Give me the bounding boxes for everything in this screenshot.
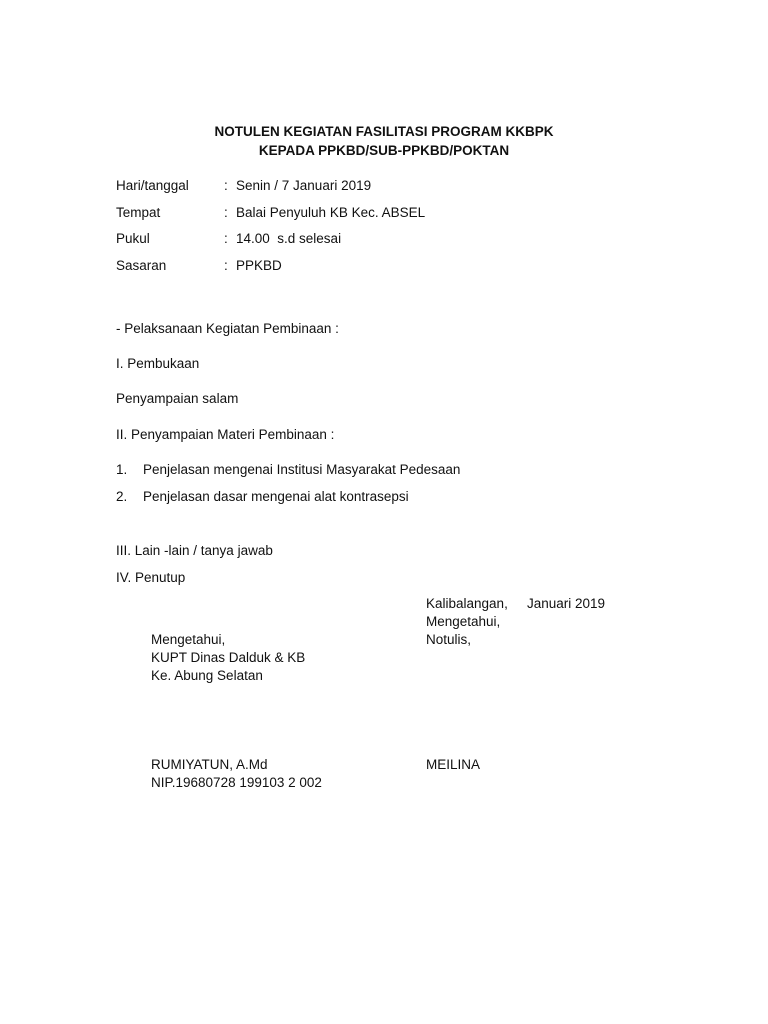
list-item-number: 1. bbox=[116, 462, 128, 477]
info-label-pukul: Pukul bbox=[116, 231, 150, 246]
info-label-sasaran: Sasaran bbox=[116, 258, 167, 273]
list-item-number: 2. bbox=[116, 489, 128, 504]
signature-left-name: RUMIYATUN, A.Md bbox=[151, 757, 268, 772]
info-sep-pukul: : bbox=[224, 231, 228, 246]
info-sep-hari: : bbox=[224, 178, 228, 193]
section-materi: II. Penyampaian Materi Pembinaan : bbox=[116, 427, 335, 442]
info-value-sasaran: PPKBD bbox=[236, 258, 282, 273]
section-penutup: IV. Penutup bbox=[116, 570, 186, 585]
info-value-tempat: Balai Penyuluh KB Kec. ABSEL bbox=[236, 205, 426, 220]
section-pelaksanaan: - Pelaksanaan Kegiatan Pembinaan : bbox=[116, 321, 339, 336]
info-label-hari: Hari/tanggal bbox=[116, 178, 189, 193]
document-title-line1: NOTULEN KEGIATAN FASILITASI PROGRAM KKBPK bbox=[214, 124, 554, 139]
signature-left-nip: NIP.19680728 199103 2 002 bbox=[151, 775, 322, 790]
info-value-hari: Senin / 7 Januari 2019 bbox=[236, 178, 372, 193]
info-value-pukul: 14.00 s.d selesai bbox=[236, 231, 342, 246]
info-label-tempat: Tempat bbox=[116, 205, 161, 220]
list-item-text: Penjelasan dasar mengenai alat kontrasepsi bbox=[143, 489, 409, 504]
signature-left-role2: Ke. Abung Selatan bbox=[151, 668, 263, 683]
section-lain-lain: III. Lain -lain / tanya jawab bbox=[116, 543, 273, 558]
signature-right-name: MEILINA bbox=[426, 757, 481, 772]
signature-left-role1: KUPT Dinas Dalduk & KB bbox=[151, 650, 306, 665]
info-sep-tempat: : bbox=[224, 205, 228, 220]
signature-left-mengetahui: Mengetahui, bbox=[151, 632, 226, 647]
signature-place: Kalibalangan, bbox=[426, 596, 508, 611]
section-pembukaan: I. Pembukaan bbox=[116, 356, 200, 371]
info-sep-sasaran: : bbox=[224, 258, 228, 273]
document-title-line2: KEPADA PPKBD/SUB-PPKBD/POKTAN bbox=[258, 143, 510, 158]
signature-date: Januari 2019 bbox=[527, 596, 606, 611]
signature-right-role: Notulis, bbox=[426, 632, 472, 647]
text-salam: Penyampaian salam bbox=[116, 391, 239, 406]
signature-right-mengetahui: Mengetahui, bbox=[426, 614, 501, 629]
list-item-text: Penjelasan mengenai Institusi Masyarakat Pedesaan bbox=[143, 462, 461, 477]
